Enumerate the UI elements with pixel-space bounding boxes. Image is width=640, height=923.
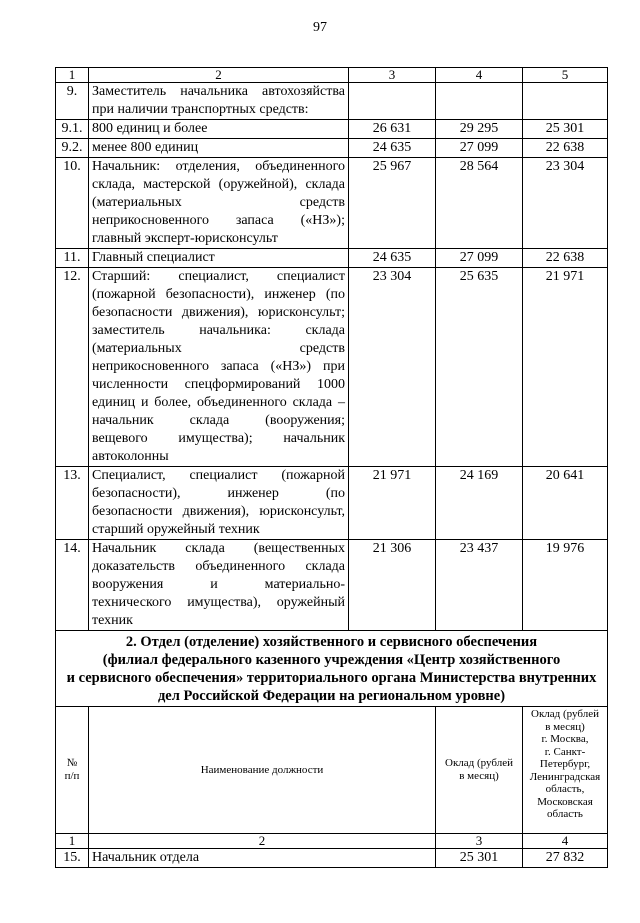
page-number: 97 <box>313 20 327 35</box>
col-num-1: 1 <box>56 68 89 83</box>
header-salary-moscow-line: область, <box>545 783 585 795</box>
header-salary-moscow-line: Петербург, <box>539 758 591 770</box>
position-name-line: вещевого имущества); начальник <box>92 431 345 446</box>
header-salary <box>436 707 523 834</box>
position-name <box>89 467 349 540</box>
position-name <box>89 540 349 631</box>
section-line: дел Российской Федерации на региональном уровне) <box>157 688 506 704</box>
position-name-line: доказательств объединенного склада <box>92 559 345 574</box>
table-row <box>56 467 608 540</box>
header-salary-moscow <box>523 707 608 834</box>
position-name-line: Старший: специалист, специалист <box>92 269 345 284</box>
position-name: Начальник отдела <box>89 849 436 868</box>
section-line: (филиал федерального казенного учреждения «Центр хозяйственного <box>102 652 561 668</box>
section-line: 2. Отдел (отделение) хозяйственного и сервисного обеспечения <box>125 634 538 650</box>
salary-value-3: 21 971 <box>523 268 608 467</box>
table-row <box>56 540 608 631</box>
header-salary-moscow-line: в месяц) <box>545 720 585 733</box>
salary-value: 25 301 <box>436 849 523 868</box>
position-name-line: Специалист, специалист (пожарной <box>92 468 345 483</box>
col-num-5: 5 <box>523 68 608 83</box>
position-name-line: Начальник склада (вещественных <box>92 541 345 556</box>
salary-value-3: 20 641 <box>523 467 608 540</box>
salary-value-2: 28 564 <box>436 158 523 249</box>
header-salary-moscow-line: г. Москва, <box>541 733 589 745</box>
header-position-name: Наименование должности <box>89 707 436 834</box>
position-name-line: автоколонны <box>92 449 169 464</box>
position-name <box>89 120 349 139</box>
salary-value-3: 25 301 <box>523 120 608 139</box>
table-row <box>56 249 608 268</box>
row-number: 14. <box>56 540 89 631</box>
position-name-line: неприкосновенного запаса («НЗ») при <box>92 359 345 374</box>
salary-value-3: 22 638 <box>523 139 608 158</box>
position-name-line: неприкосновенного запаса («НЗ»); <box>92 213 345 228</box>
salary-value-3: 23 304 <box>523 158 608 249</box>
salary-value-3 <box>523 83 608 120</box>
col-num-3: 3 <box>349 68 436 83</box>
col2-num-3: 3 <box>436 834 523 849</box>
header-salary-moscow-line: г. Санкт- <box>544 745 586 758</box>
row-number: 12. <box>56 268 89 467</box>
salary-value: 21 306 <box>349 540 436 631</box>
salary-value: 26 631 <box>349 120 436 139</box>
salary-value: 24 635 <box>349 139 436 158</box>
position-name <box>89 139 349 158</box>
position-name-line: при наличии транспортных средств: <box>92 102 309 117</box>
table-row <box>56 849 608 868</box>
position-name <box>89 249 349 268</box>
position-name-line: техник <box>92 613 133 628</box>
position-name-line: единиц и более, объединенного склада – <box>92 395 345 410</box>
col2-num-2: 2 <box>89 834 436 849</box>
row-number: 9.2. <box>56 139 89 158</box>
position-name-line: безопасности), инженер (по <box>92 486 345 501</box>
salary-value: 23 304 <box>349 268 436 467</box>
position-name-line: безопасности движения), юрисконсульт, <box>92 504 345 519</box>
position-name-line: численности спецформирований 1000 <box>92 377 345 392</box>
table-row <box>56 139 608 158</box>
salary-value: 24 635 <box>349 249 436 268</box>
salary-value-2: 27 099 <box>436 139 523 158</box>
table-row <box>56 268 608 467</box>
header-number <box>56 707 89 834</box>
header-salary-moscow-line: Оклад (рублей <box>531 708 599 720</box>
section-title <box>56 631 608 707</box>
salary-value-2: 27 099 <box>436 249 523 268</box>
salary-value-2: 25 635 <box>436 268 523 467</box>
salary-value-2: 29 295 <box>436 120 523 139</box>
position-name-line: (материальных средств <box>92 195 345 210</box>
salary-value-2 <box>436 83 523 120</box>
section-line: и сервисного обеспечения» территориального органа Министерства внутренних <box>66 670 597 686</box>
salary-table <box>55 67 608 707</box>
table-row <box>56 83 608 120</box>
position-name-line: (материальных средств <box>92 341 345 356</box>
row-number: 9.1. <box>56 120 89 139</box>
position-name-line: (пожарной безопасности), инженер (по <box>92 287 345 302</box>
position-name-line: вооружения и материально- <box>92 577 345 592</box>
table-row <box>56 158 608 249</box>
row-number: 10. <box>56 158 89 249</box>
header-salary-line: в месяц) <box>459 770 499 782</box>
header-salary-moscow-line: Московская <box>537 795 593 808</box>
position-name-line: менее 800 единиц <box>92 140 199 155</box>
position-name-line: начальник склада (вооружения; <box>92 413 345 428</box>
position-name-line: Заместитель начальника автохозяйства <box>92 84 345 99</box>
row-number: 9. <box>56 83 89 120</box>
header-salary-line: Оклад (рублей <box>445 757 513 769</box>
position-name-line: заместитель начальника: склада <box>92 323 345 338</box>
header-salary-moscow-line: область <box>547 808 583 820</box>
salary-moscow-value: 27 832 <box>523 849 608 868</box>
column-number-row <box>56 68 608 83</box>
section2-table <box>55 706 608 868</box>
position-name-line: склада, мастерской (оружейной), склада <box>92 177 345 192</box>
header-salary-moscow-line: Ленинградская <box>529 770 601 783</box>
col-num-2: 2 <box>89 68 349 83</box>
row-number: 15. <box>56 849 89 868</box>
salary-value: 21 971 <box>349 467 436 540</box>
salary-value: 25 967 <box>349 158 436 249</box>
position-name-line: Главный специалист <box>92 250 215 265</box>
position-name-line: технического имущества), оружейный <box>92 595 345 610</box>
row-number: 11. <box>56 249 89 268</box>
position-name <box>89 83 349 120</box>
position-name <box>89 268 349 467</box>
row-number: 13. <box>56 467 89 540</box>
col2-num-1: 1 <box>56 834 89 849</box>
table-header-row <box>56 707 608 834</box>
salary-value-3: 19 976 <box>523 540 608 631</box>
salary-value-3: 22 638 <box>523 249 608 268</box>
section-title-row <box>56 631 608 707</box>
position-name-line: безопасности движения), юрисконсульт; <box>92 305 345 320</box>
position-name-line: 800 единиц и более <box>92 121 208 136</box>
header-number-line: № <box>66 757 78 769</box>
salary-value-2: 24 169 <box>436 467 523 540</box>
header-number-line: п/п <box>64 770 80 782</box>
col2-num-4: 4 <box>523 834 608 849</box>
salary-value-2: 23 437 <box>436 540 523 631</box>
position-name <box>89 158 349 249</box>
position-name-line: Начальник: отделения, объединенного <box>92 159 345 174</box>
table-row <box>56 120 608 139</box>
position-name-line: главный эксперт-юрисконсульт <box>92 231 278 246</box>
col-num-4: 4 <box>436 68 523 83</box>
position-name-line: старший оружейный техник <box>92 522 260 537</box>
salary-value <box>349 83 436 120</box>
column-number-row-2 <box>56 834 608 849</box>
